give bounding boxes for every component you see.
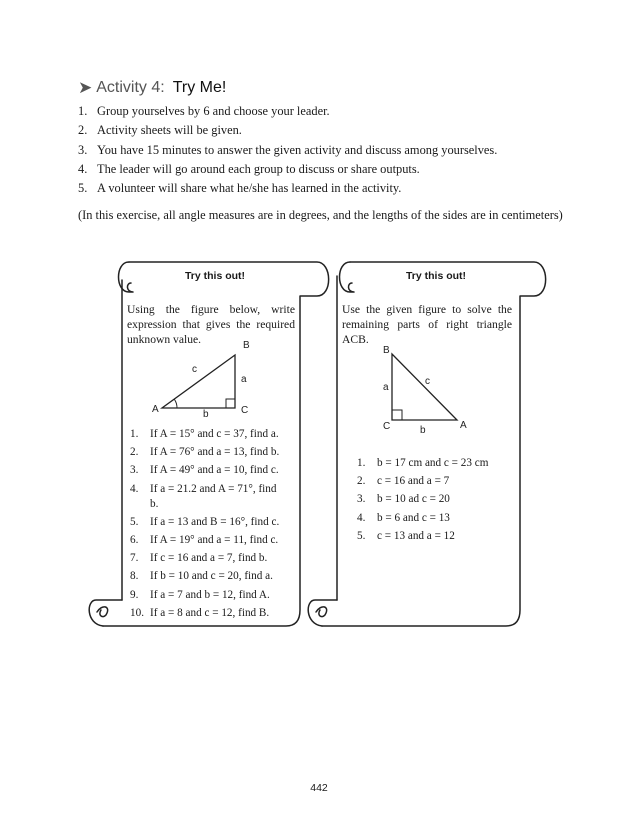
question-item [130, 569, 298, 584]
question-text: If c = 16 and a = 7, find b. [150, 552, 268, 565]
vertex-label-B: B [383, 345, 390, 356]
measurement-note: (In this exercise, all angle measures are in degrees, and the lengths of the sides are in centimeters) [78, 208, 563, 222]
instruction-text: A volunteer will share what he/she has learned in the activity. [97, 181, 402, 196]
angle-arc [175, 400, 178, 409]
side-label-c: c [192, 364, 197, 375]
left-question-list [130, 427, 298, 621]
question-item [357, 529, 517, 544]
right-question-list [357, 456, 517, 544]
question-number: 5. [130, 515, 139, 528]
question-text: If a = 7 and b = 12, find A. [150, 588, 270, 601]
question-item [130, 533, 298, 548]
right-angle-marker [226, 399, 235, 408]
activity-title: Try Me! [172, 79, 227, 96]
vertex-label-A: A [152, 404, 159, 415]
question-item [130, 445, 298, 460]
question-number: 5. [357, 529, 366, 542]
question-item [357, 492, 517, 507]
question-text: If b = 10 and c = 20, find a. [150, 570, 273, 583]
triangle-shape [162, 355, 235, 408]
question-text: b = 6 and c = 13 [377, 511, 450, 524]
question-number: 10. [130, 606, 144, 619]
vertex-label-C: C [241, 405, 249, 416]
question-number: 6. [130, 533, 139, 546]
side-label-b: b [203, 409, 209, 420]
side-label-c: c [425, 376, 430, 387]
right-triangle-figure [372, 342, 482, 437]
right-card-intro: Use the given figure to solve the remaining parts of right triangle ACB. [342, 303, 512, 346]
question-item [130, 482, 298, 512]
instruction-text: You have 15 minutes to answer the given activity and discuss among yourselves. [97, 142, 498, 157]
vertex-label-B: B [243, 340, 250, 351]
question-item [130, 515, 298, 530]
instruction-text: The leader will go around each group to discuss or share outputs. [97, 161, 420, 176]
question-number: 1. [357, 457, 366, 469]
question-item [130, 463, 298, 478]
question-item [130, 588, 298, 603]
question-text: If a = 21.2 and A = 71°, find b. [150, 482, 277, 510]
side-label-b: b [420, 425, 426, 436]
question-text: b = 17 cm and c = 23 cm [377, 457, 489, 469]
question-text: If a = 13 and B = 16°, find c. [150, 515, 280, 528]
activity-label: Activity 4: [96, 79, 165, 96]
question-item [130, 551, 298, 566]
question-text: If a = 8 and c = 12, find B. [150, 606, 270, 619]
right-angle-marker [392, 410, 402, 420]
left-card-header: Try this out! [184, 270, 246, 282]
question-number: 2. [357, 475, 366, 488]
question-item [130, 427, 298, 442]
side-label-a: a [241, 374, 247, 385]
instruction-number: 4. [78, 161, 88, 176]
question-text: If A = 19° and a = 11, find c. [150, 533, 279, 546]
question-number: 7. [130, 552, 139, 565]
question-number: 3. [130, 464, 139, 477]
question-number: 4. [357, 511, 366, 524]
instruction-text: Activity sheets will be given. [97, 123, 242, 138]
instruction-number: 3. [78, 142, 88, 157]
page-number: 442 [310, 782, 328, 794]
left-card-intro: Using the figure below, write expression that gives the required unknown value. [127, 303, 295, 346]
question-item [357, 474, 517, 489]
left-triangle-figure [140, 335, 270, 425]
question-item [357, 456, 517, 471]
question-text: b = 10 ad c = 20 [377, 493, 450, 506]
vertex-label-A: A [460, 420, 467, 431]
question-text: c = 13 and a = 12 [377, 529, 455, 542]
question-text: If A = 49° and a = 10, find c. [150, 464, 279, 477]
question-text: If A = 15° and c = 37, find a. [150, 428, 279, 440]
instruction-number: 1. [78, 104, 88, 118]
question-item [130, 606, 298, 621]
question-text: If A = 76° and a = 13, find b. [150, 446, 280, 459]
question-number: 1. [130, 428, 139, 440]
question-text: c = 16 and a = 7 [377, 475, 450, 488]
instruction-number: 5. [78, 181, 88, 196]
question-number: 4. [130, 482, 139, 495]
side-label-a: a [383, 382, 389, 393]
question-number: 3. [357, 493, 366, 506]
question-number: 2. [130, 446, 139, 459]
instruction-text: Group yourselves by 6 and choose your leader. [97, 104, 330, 118]
question-number: 8. [130, 570, 139, 583]
arrow-icon: ➤ [78, 78, 93, 97]
right-card-header: Try this out! [405, 270, 467, 282]
vertex-label-C: C [383, 421, 391, 432]
instruction-number: 2. [78, 123, 88, 138]
question-item [357, 511, 517, 526]
question-number: 9. [130, 588, 139, 601]
